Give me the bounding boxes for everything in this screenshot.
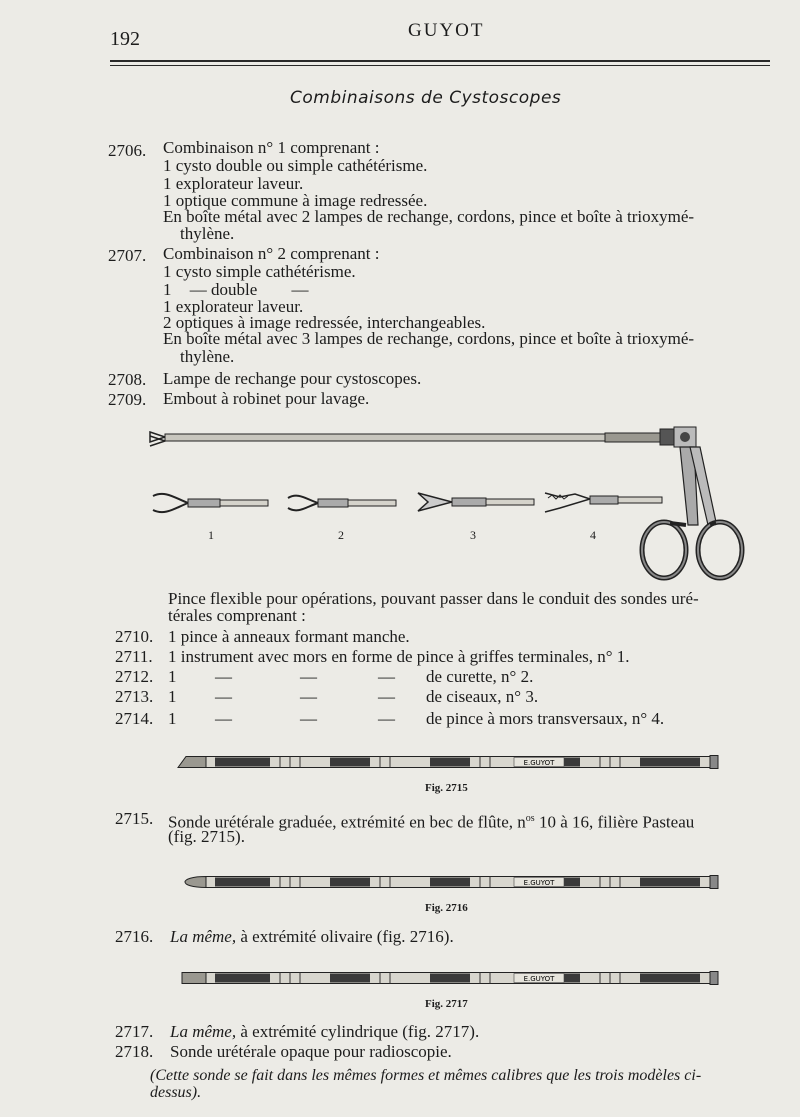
entry-number: 2708. [108, 370, 147, 389]
entry-italic: La même, [170, 1022, 237, 1041]
probe-brand-label: E.GUYOT [523, 975, 555, 983]
entry-line: 1 optique commune à image redressée. [163, 191, 428, 210]
probe-fig-2717 [182, 972, 718, 985]
entry-count: 1 [168, 709, 177, 728]
entry-line: Combinaison n° 1 comprenant : [163, 138, 380, 157]
entry-italic: La même, [170, 927, 237, 946]
entry-number: 2717. [115, 1022, 154, 1041]
entry-text: à extrémité olivaire (fig. 2716). [236, 927, 454, 946]
entry-number: 2706. [108, 141, 147, 160]
entry-line: 1 instrument avec mors en forme de pince à griffes terminales, n° 1. [168, 647, 630, 666]
figure-caption: Fig. 2715 [425, 782, 468, 794]
entry-line: 2 optiques à image redressée, interchangeables. [163, 313, 486, 332]
entry-line: de pince à mors transversaux, n° 4. [426, 709, 665, 728]
superscript: os [525, 813, 535, 824]
entry-number: 2716. [115, 927, 154, 946]
entry-text: 10 à 16, filière Pasteau [534, 812, 695, 832]
entry-number: 2709. [108, 390, 147, 409]
tip-label: 1 [208, 528, 214, 542]
section-title: Combinaisons de Cystoscopes [290, 88, 562, 108]
figure-caption: Fig. 2717 [425, 998, 468, 1010]
footnote: (Cette sonde se fait dans les mêmes formes et mêmes calibres que les trois modèles ci- [150, 1067, 702, 1084]
ditto-dash: — [300, 687, 317, 706]
entry-number: 2714. [115, 709, 154, 728]
entry-line: thylène. [180, 224, 235, 243]
entry-number: 2713. [115, 687, 154, 706]
entry-line: 1 cysto double ou simple cathétérisme. [163, 156, 428, 175]
entry-number: 2710. [115, 627, 154, 646]
entry-line: thylène. [180, 347, 235, 366]
probe-brand-label: E.GUYOT [523, 879, 555, 887]
ditto-dash: — [378, 709, 395, 728]
ditto-dash: — [378, 667, 395, 686]
probe-fig-2716 [185, 876, 718, 889]
entry-line: 1 cysto simple cathétérisme. [163, 262, 356, 281]
entry-line: 1 — double — [163, 280, 309, 299]
page-number: 192 [110, 28, 140, 50]
entry-line: de ciseaux, n° 3. [426, 687, 539, 706]
entry-line: En boîte métal avec 3 lampes de rechange, cordons, pince et boîte à trioxymé- [163, 329, 695, 348]
tip-label: 4 [590, 528, 596, 542]
ditto-dash: — [215, 667, 232, 686]
figure-caption: Fig. 2716 [425, 902, 468, 914]
ditto-dash: — [378, 687, 395, 706]
entry-number: 2715. [115, 809, 154, 828]
count-one: 1 [163, 280, 172, 299]
entry-number: 2718. [115, 1042, 154, 1061]
entry-number: 2707. [108, 246, 147, 265]
pince-intro: Pince flexible pour opérations, pouvant passer dans le conduit des sondes uré- [168, 589, 699, 608]
probe-fig-2715 [178, 756, 718, 769]
entry-line: Lampe de rechange pour cystoscopes. [163, 369, 422, 388]
footnote: dessus). [150, 1084, 202, 1101]
ditto-dash: — [300, 667, 317, 686]
entry-line: (fig. 2715). [168, 827, 245, 846]
tip-label: 2 [338, 528, 344, 542]
pince-intro: térales comprenant : [168, 606, 306, 625]
entry-line: 1 explorateur laveur. [163, 174, 304, 193]
entry-count: 1 [168, 667, 177, 686]
entry-number: 2712. [115, 667, 154, 686]
entry-line [168, 810, 694, 831]
entry-line: Combinaison n° 2 comprenant : [163, 244, 380, 263]
entry-text: Sonde urétérale graduée, extrémité en bec de flûte, n [168, 812, 526, 832]
entry-line: En boîte métal avec 2 lampes de rechange, cordons, pince et boîte à trioxymé- [163, 207, 695, 226]
entry-line [170, 928, 454, 945]
entry-line: Embout à robinet pour lavage. [163, 389, 370, 408]
entry-line [170, 1023, 479, 1040]
probe-brand-label: E.GUYOT [523, 759, 555, 767]
entry-count: 1 [168, 687, 177, 706]
tip-label: 3 [470, 528, 476, 542]
entry-number: 2711. [115, 647, 153, 666]
ditto-dash: — [215, 687, 232, 706]
ditto-dash: — [300, 709, 317, 728]
entry-line: de curette, n° 2. [426, 667, 534, 686]
entry-text: à extrémité cylindrique (fig. 2717). [236, 1022, 480, 1041]
ditto-dash: — [215, 709, 232, 728]
running-head: GUYOT [408, 20, 485, 41]
entry-line: Sonde urétérale opaque pour radioscopie. [170, 1042, 452, 1061]
entry-line: 1 pince à anneaux formant manche. [168, 627, 410, 646]
entry-line: 1 explorateur laveur. [163, 297, 304, 316]
